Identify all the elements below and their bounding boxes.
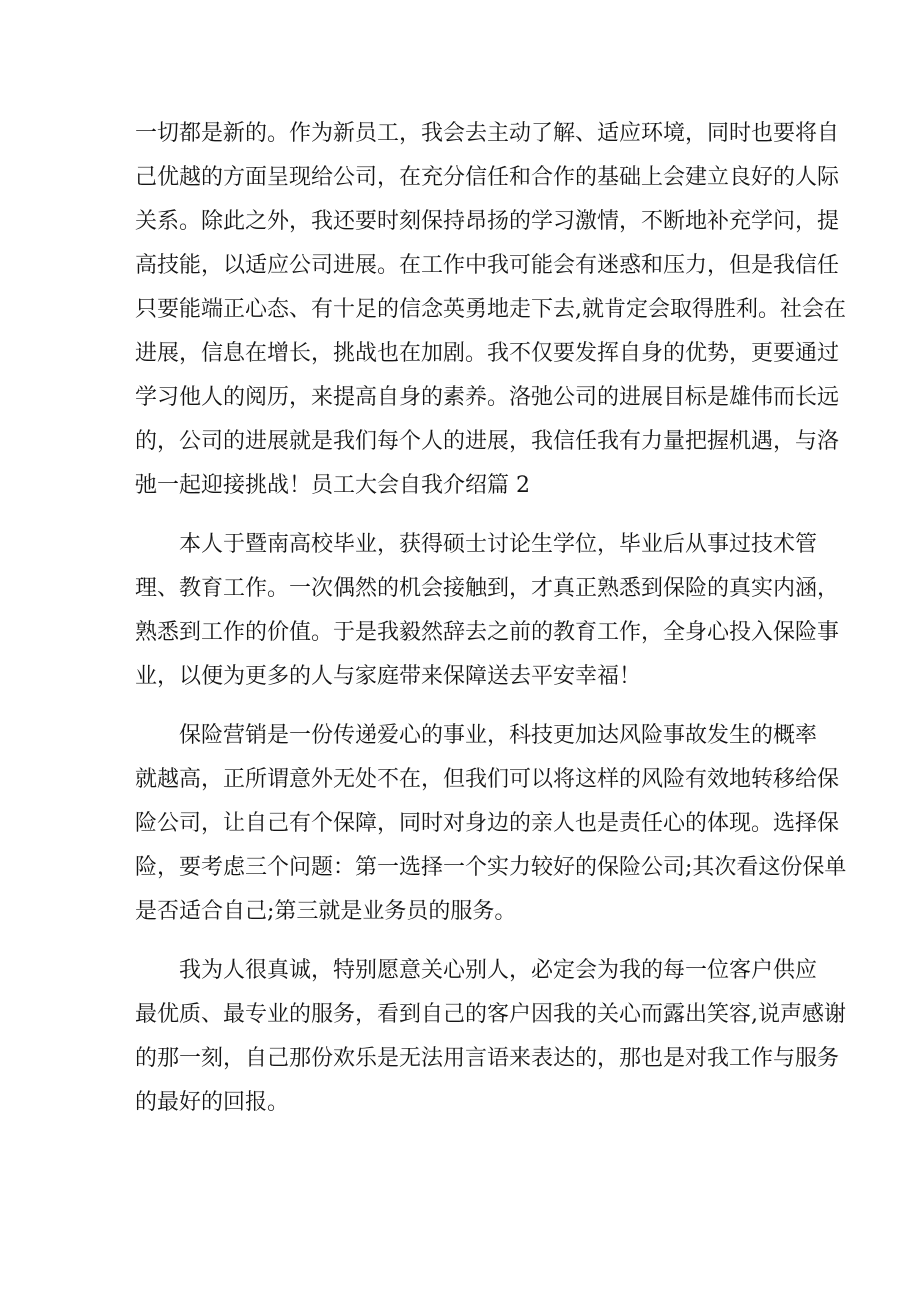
text-line: 弛一起迎接挑战！员工大会自我介绍篇 2 (135, 473, 530, 498)
paragraph-2 (135, 523, 840, 699)
text-line: 险，要考虑三个问题：第一选择一个实力较好的保险公司;其次看这份保单 (135, 855, 847, 880)
text-line: 保险营销是一份传递爱心的事业，科技更加达风险事故发生的概率 (135, 723, 818, 748)
text-line: 只要能端正心态、有十足的信念英勇地走下去,就肯定会取得胜利。社会在 (135, 297, 846, 322)
paragraph-1 (135, 112, 846, 508)
text-line: 熟悉到工作的价值。于是我毅然辞去之前的教育工作，全身心投入保险事 (135, 620, 840, 645)
text-line: 的，公司的进展就是我们每个人的进展，我信任我有力量把握机遇，与洛 (135, 429, 840, 454)
text-line: 就越高，正所谓意外无处不在，但我们可以将这样的风险有效地转移给保 (135, 767, 840, 792)
text-line: 理、教育工作。一次偶然的机会接触到，才真正熟悉到保险的真实内涵， (135, 576, 840, 601)
paragraph-spacer (135, 508, 795, 523)
text-line: 本人于暨南高校毕业，获得硕士讨论生学位，毕业后从事过技术管 (135, 532, 818, 557)
paragraph-3 (135, 714, 847, 934)
paragraph-spacer (135, 934, 795, 949)
text-line: 己优越的方面呈现给公司，在充分信任和合作的基础上会建立良好的人际 (135, 165, 840, 190)
document-body (135, 112, 847, 1125)
text-line: 最优质、最专业的服务，看到自己的客户因我的关心而露出笑容,说声感谢 (135, 1002, 846, 1027)
text-line: 高技能，以适应公司进展。在工作中我可能会有迷惑和压力，但是我信任 (135, 253, 840, 278)
text-line: 关系。除此之外，我还要时刻保持昂扬的学习激情，不断地补充学问，提 (135, 209, 840, 234)
text-line: 学习他人的阅历，来提高自身的素养。洛弛公司的进展目标是雄伟而长远 (135, 385, 840, 410)
text-line: 一切都是新的。作为新员工，我会去主动了解、适应环境，同时也要将自 (135, 121, 840, 146)
text-line: 险公司，让自己有个保障，同时对身边的亲人也是责任心的体现。选择保 (135, 811, 840, 836)
text-line: 是否适合自己;第三就是业务员的服务。 (135, 899, 517, 924)
text-line: 的那一刻，自己那份欢乐是无法用言语来表达的，那也是对我工作与服务 (135, 1046, 840, 1071)
text-line: 业，以便为更多的人与家庭带来保障送去平安幸福！ (135, 664, 642, 689)
text-line: 进展，信息在增长，挑战也在加剧。我不仅要发挥自身的优势，更要通过 (135, 341, 840, 366)
text-line: 我为人很真诚，特别愿意关心别人，必定会为我的每一位客户供应 (135, 958, 818, 983)
paragraph-4 (135, 949, 846, 1125)
paragraph-spacer (135, 699, 795, 714)
text-line: 的最好的回报。 (135, 1090, 290, 1115)
